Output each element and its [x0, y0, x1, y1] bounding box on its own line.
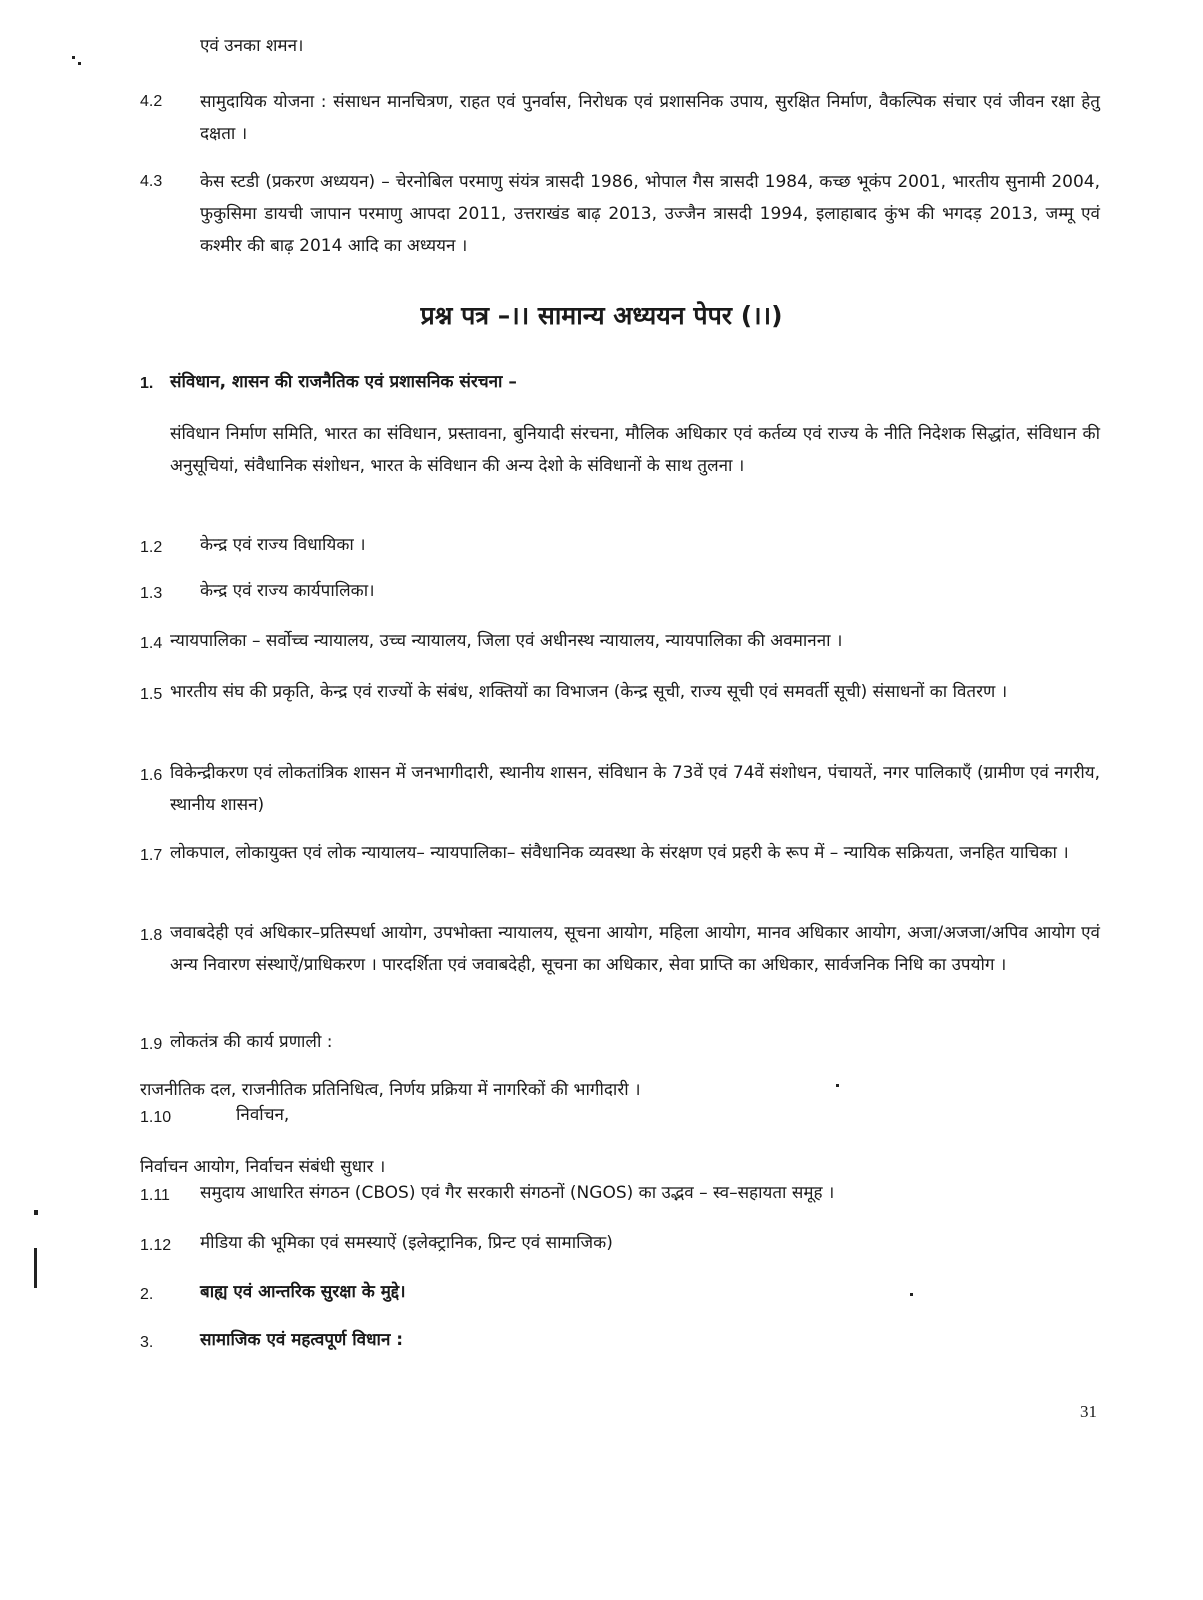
scan-speck [78, 62, 81, 65]
item-text: सामुदायिक योजना : संसाधन मानचित्रण, राहत एवं पुनर्वास, निरोधक एवं प्रशासनिक उपाय, सुरक्षित निर्माण, वैकल्पिक संचार एवं जीवन रक्षा हेतु दक्षता । [200, 92, 1100, 144]
item-text: लोकपाल, लोकायुक्त एवं लोक न्यायालय– न्यायपालिका– संवैधानिक व्यवस्था के संरक्षण एवं प्रहरी के रूप में – न्यायिक सक्रियता, जनहित याचिका । [170, 843, 1069, 863]
item-text: भारतीय संघ की प्रकृति, केन्द्र एवं राज्यों के संबंध, शक्तियों का विभाजन (केन्द्र सूची, राज्य सूची एवं समवर्ती सूची) संसाधनों का वितरण । [170, 682, 1008, 702]
item-text: समुदाय आधारित संगठन (CBOS) एवं गैर सरकारी संगठनों (NGOS) का उद्भव – स्व–सहायता समूह । [200, 1183, 835, 1203]
item-number: 1.10 [140, 1109, 172, 1126]
item-text: जवाबदेही एवं अधिकार–प्रतिस्पर्धा आयोग, उपभोक्ता न्यायालय, सूचना आयोग, महिला आयोग, मानव अधिकार आयोग, अजा/अजजा/अपिव आयोग एवं अन्य निवारण संस्थाऐं/प्राधिकरण । पारदर्शिता एवं जवाबदेही, सूचना का अधिकार, सेवा प्राप्ति का अधिकार, सार्वजनिक निधि का उपयोग । [170, 923, 1100, 975]
section-title: सामाजिक एवं महत्वपूर्ण विधान : [200, 1330, 404, 1350]
item-number: 1.9 [140, 1036, 163, 1053]
item-text: लोकतंत्र की कार्य प्रणाली : [170, 1032, 333, 1052]
section-title: बाह्य एवं आन्तरिक सुरक्षा के मुद्दे। [200, 1282, 406, 1302]
item-number: 4.2 [140, 93, 163, 110]
scan-speck [34, 1210, 38, 1215]
item-text: निर्वाचन, [236, 1105, 290, 1125]
section-number: 1. [140, 375, 154, 392]
item-text: केस स्टडी (प्रकरण अध्ययन) – चेरनोबिल परमाणु संयंत्र त्रासदी 1986, भोपाल गैस त्रासदी 1984, कच्छ भूकंप 2001, भारतीय सुनामी 2004, फुकुसिमा डायची जापान परमाणु आपदा 2011, उत्तराखंड बाढ़ 2013, उज्जैन त्रासदी 1994, इलाहाबाद कुंभ की भगदड़ 2013, जम्मू एवं कश्मीर की बाढ़ 2014 आदि का अध्ययन । [200, 172, 1100, 256]
item-text: न्यायपालिका – सर्वोच्च न्यायालय, उच्च न्यायालय, जिला एवं अधीनस्थ न्यायालय, न्यायपालिका की अवमानना । [170, 631, 843, 651]
paper-heading: प्रश्न पत्र –।। सामान्य अध्ययन पेपर (।।) [420, 301, 783, 330]
item-number: 1.2 [140, 539, 163, 556]
item-text: केन्द्र एवं राज्य कार्यपालिका। [200, 581, 375, 601]
item-text: केन्द्र एवं राज्य विधायिका । [200, 535, 366, 555]
item-number: 4.3 [140, 173, 163, 190]
item-number: 1.8 [140, 927, 163, 944]
section-number: 2. [140, 1286, 154, 1303]
item-body: राजनीतिक दल, राजनीतिक प्रतिनिधित्व, निर्णय प्रक्रिया में नागरिकों की भागीदारी । [140, 1080, 641, 1100]
scan-speck [910, 1293, 913, 1296]
page-number: 31 [1080, 1402, 1097, 1421]
item-body: निर्वाचन आयोग, निर्वाचन संबंधी सुधार । [140, 1157, 386, 1177]
scan-mark [34, 1248, 37, 1288]
item-text: विकेन्द्रीकरण एवं लोकतांत्रिक शासन में जनभागीदारी, स्थानीय शासन, संविधान के 73वें एवं 74वें संशोधन, पंचायतें, नगर पालिकाएँ (ग्रामीण एवं नगरीय, स्थानीय शासन) [170, 763, 1100, 815]
section-number: 3. [140, 1334, 154, 1351]
section-body: संविधान निर्माण समिति, भारत का संविधान, प्रस्तावना, बुनियादी संरचना, मौलिक अधिकार एवं कर्तव्य एवं राज्य के नीति निदेशक सिद्धांत, संविधान की अनुसूचियां, संवैधानिक संशोधन, भारत के संविधान की अन्य देशो के संविधानों के साथ तुलना । [170, 424, 1100, 476]
item-number: 1.7 [140, 847, 163, 864]
item-text: मीडिया की भूमिका एवं समस्याऐं (इलेक्ट्रानिक, प्रिन्ट एवं सामाजिक) [200, 1233, 613, 1253]
item-number: 1.12 [140, 1237, 172, 1254]
item-number: 1.6 [140, 767, 163, 784]
item-number: 1.11 [140, 1187, 170, 1204]
scan-speck [72, 56, 75, 59]
scan-speck [836, 1084, 839, 1087]
item-number: 1.4 [140, 635, 163, 652]
item-number: 1.3 [140, 585, 163, 602]
item-number: 1.5 [140, 686, 163, 703]
top-fragment: एवं उनका शमन। [200, 36, 304, 56]
section-title: संविधान, शासन की राजनैतिक एवं प्रशासनिक संरचना – [170, 372, 517, 392]
